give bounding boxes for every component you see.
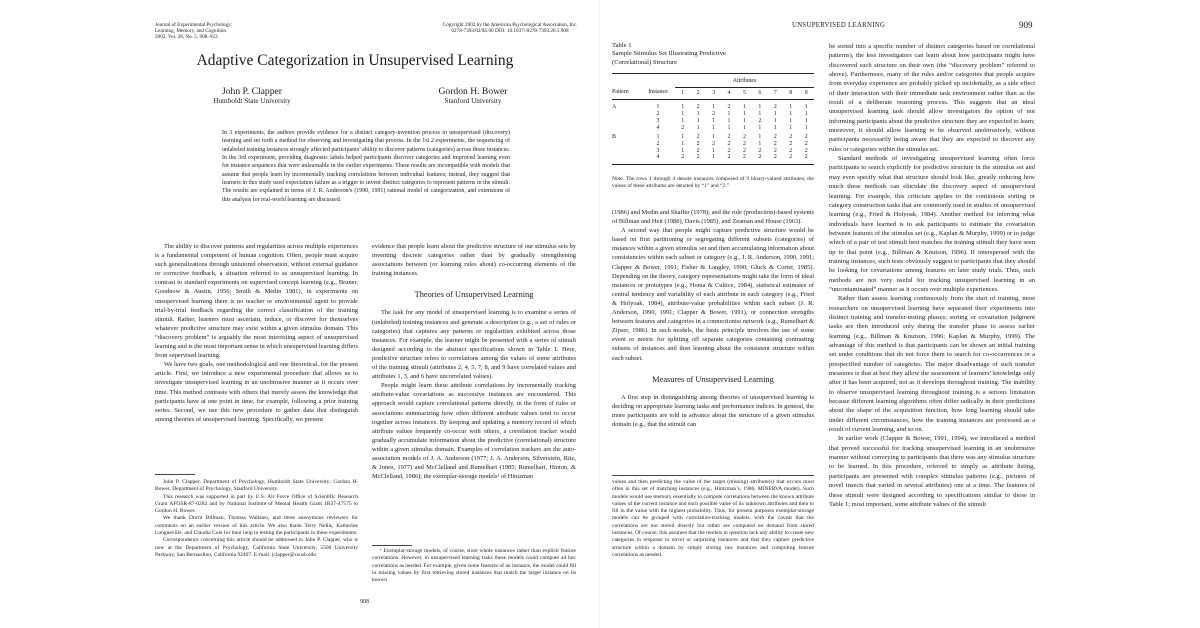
- attribute-number: 7: [768, 87, 783, 100]
- attribute-value-cell: 2: [675, 154, 690, 164]
- instance-cell: 2: [656, 140, 660, 147]
- body-paragraph: be sorted into a specific number of distinct categories based on correlational patterns), the less investigators can learn about how participants might have discovered such structure on their own (the “discovery problem” referred to above). Furthermore, many of the rules and/or categories that people acquire from everyday experience are probably picked up incidentally, as a side effect of their interaction with their immediate task environment rather than as the result of a deliberate reasoning process. This suggests that an ideal unsupervised learning task should allow investigators the option of not informing participants about the predictive structure they are expected to learn; moreover, it should allow learning to be observed unobtrusively, without participants necessarily being aware that they are expected to discover any rules or categories within the stimulus set.: [829, 43, 1035, 153]
- stimulus-table: [612, 73, 814, 165]
- body-paragraph: A second way that people might capture predictive structure would be based on first partitioning or segregating different subsets (categories) of instances within a given stimulus set and then accumulating information about consistencies within each subset or category (e.g., J. R. Anderson, 1990, 1991; Clapper & Bower, 1991; Fisher & Langley, 1990; Gluck & Corter, 1985). Depending on the theory, category representations might take the form of ideal instances or prototypes (e.g., Homa & Cultice, 1984), statistical estimates of central tendency and variability of each attribute in each category (e.g., Fried & Holyoak, 1984), attribute-value probabilities within each subset (J. R. Anderson, 1990, 1991; Clapper & Bower, 1991), or connection strengths between features and categories in a connectionist network (e.g., Rumelhart & Zipser, 1986). In such models, the basic principle involves the use of some event or metric for splitting off separate categories containing contrasting subsets of instances and then learning about the consistent structure within each subset.: [612, 227, 814, 362]
- attributes-header: Attributes: [675, 74, 814, 88]
- attribute-value-cell: 2: [690, 154, 705, 164]
- attribute-value-cell: 2: [804, 134, 808, 141]
- copyright-notice: [430, 22, 590, 34]
- attribute-value-cell: 2: [727, 140, 731, 147]
- author-note-paragraph: This research was supported in part by U.S. Air Force Office of Scientific Research Grant AFOSR-87-0282 and by National Institute of Mental Health Grant 1R37-47575 to Gordon H. Bower.: [155, 493, 358, 515]
- doi-line: 0278-7393/02/$5.00 DOI: 10.1037//0278-7393.28.5.908: [451, 28, 569, 35]
- attribute-value-cell: 2: [752, 154, 767, 164]
- attribute-value-cell: 2: [804, 140, 808, 147]
- author-note-paragraph: Correspondence concerning this article should be addressed to John P. Clapper, who is now at the Department of Psychology, California State University, 5500 University Parkway, San Bernardino, California 92407. E-mail: jclapper@csusb.edu: [155, 537, 358, 558]
- footnote: [372, 548, 576, 584]
- attribute-value-cell: 1: [804, 104, 808, 111]
- table-row: [612, 148, 814, 155]
- page-number: 908: [360, 599, 369, 605]
- instance-cell: 3: [656, 117, 660, 124]
- attribute-value-cell: 1: [758, 124, 762, 131]
- footnote-rule: [612, 475, 814, 476]
- attribute-value-cell: 2: [758, 117, 762, 124]
- section-heading: Measures of Unsupervised Learning: [652, 374, 774, 384]
- table-title-line: Sample Stimulus Set Illustrating Predictive: [612, 50, 726, 58]
- attribute-value-cell: 1: [696, 111, 700, 118]
- attribute-value-cell: 2: [696, 104, 700, 111]
- body-paragraph: (1986) and Medin and Shaffer (1978); and the rule (production)-based systems of Billman and Heit (1988), Davis (1985), and Zeaman and House (1963).: [612, 209, 814, 226]
- table-title-line: (Correlational) Structure: [612, 58, 677, 66]
- pattern-cell: [612, 118, 641, 125]
- footnote-text: ¹ Exemplar-storage models, of course, store whole instances rather than explicit feature correlations. However, in unsupervised learning tasks these models could compute ad hoc correlations as needed. For example, given some features of an instance, the model could fill in missing values by first retrieving stored instances that match the target instance on its known: [372, 548, 576, 584]
- pattern-cell: [612, 148, 641, 155]
- attribute-value-cell: 1: [727, 111, 731, 118]
- table-row: [612, 154, 814, 164]
- pattern-cell: [612, 125, 641, 132]
- body-paragraph: Standard methods of investigating unsupervised learning often force participants to search explicitly for predictive structure in the stimulus set and may even specify what that structure should look like, greatly reducing how much these methods can elucidate the discovery aspect of unsupervised learning. For example, this criticism applies to the continuous sorting or category construction tasks that are commonly used in studies of unsupervised learning (e.g., Fried & Holyoak, 1984). Another method for inferring what individuals have learned is to ask participants to estimate the covariation between features of the stimulus set (e.g., Kaplan & Murphy, 1999) or to judge which of a pair of test stimuli best matches the training stimuli they have seen up to that point (e.g., Billman & Knutson, 1996). If interspersed with the training instances, such tests obviously suggest to participants that they should be looking for covariations among features on later study trials. Thus, such methods are not very useful for tracking unsupervised learning in an “uncontaminated” manner as it occurs over multiple experiences.: [829, 155, 1035, 293]
- stimulus-table-body: [612, 74, 814, 165]
- attribute-value-cell: 2: [742, 134, 746, 141]
- attribute-value-cell: 2: [768, 154, 783, 164]
- journal-citation-line: Learning, Memory, and Cognition: [155, 28, 226, 35]
- attribute-value-cell: 1: [789, 124, 793, 131]
- attribute-value-cell: 1: [696, 124, 700, 131]
- attribute-value-cell: 1: [773, 124, 777, 131]
- attribute-value-cell: 1: [789, 111, 793, 118]
- attribute-value-cell: 2: [696, 134, 700, 141]
- body-paragraph: The ability to discover patterns and regularities across multiple experiences is a fundamental component of human cognition. Often, people must acquire such generalizations through untutored observation, without external guidance or corrective feedback, a situation referred to as unsupervised learning. In contrast to standard experiments on supervised concept learning (e.g., Bruner, Goodnow & Austin, 1956; Smith & Medin 1981), in experiments on unsupervised learning there is no teacher or environmental agent to provide trial-by-trial feedback regarding the correct classification of the training stimuli. Rather, learners must ascertain, induce, or discover for themselves whatever predictive structure may exist within a given stimulus domain. This “discovery problem” is arguably the most interesting aspect of unsupervised learning and is the most important sense in which unsupervised learning differs from supervised learning.: [155, 243, 358, 360]
- body-paragraph: evidence that people learn about the predictive structure of our stimulus sets by inventing discrete categories rather than by gradually strengthening associations between (or learning rules about) co-occurring elements of the training instances.: [372, 243, 576, 278]
- attribute-value-cell: 2: [681, 124, 685, 131]
- body-paragraph: In earlier work (Clapper & Bower, 1991, 1994), we introduced a method that proved successful for tracking unsupervised learning in an unobtrusive manner without conveying to participants that there was any stimulus structure to be learned. In this procedure, referred to simply as attribute listing, participants are presented with complex stimulus patterns (e.g., pictures of novel insects that varied in several attributes) one at a time. The features of these stimuli were designed according to specifications similar to those in Table 1; most important, some attribute values of the stimuli: [829, 435, 1035, 508]
- attribute-value-cell: 2: [804, 147, 808, 154]
- attribute-value-cell: 2: [737, 154, 752, 164]
- attribute-value-cell: 2: [727, 147, 731, 154]
- attribute-value-cell: 1: [758, 134, 762, 141]
- section-heading: Theories of Unsupervised Learning: [414, 290, 534, 300]
- attribute-value-cell: 2: [742, 140, 746, 147]
- footnote-continued: [612, 479, 814, 559]
- pattern-cell: [612, 154, 641, 164]
- pattern-cell: A: [612, 104, 617, 111]
- attribute-value-cell: 1: [758, 140, 762, 147]
- attribute-value-cell: 1: [696, 117, 700, 124]
- author-note-paragraph: John P. Clapper, Department of Psychology, Humboldt State University; Gordon H. Bower, Department of Psychology, Stanford University.: [155, 479, 358, 493]
- footnote-text: values and then predicting the value of the target (missing) attribute(s) that occurs most often in this set of matching instances (e.g., Hintzman’s, 1986, MINERVA model). Such models would use memory essentially to compute correlations between the known attribute values of the current instance and each possible value of its unknown attributes and then to fill in the value with the highest probability. Thus, for present purposes exemplar-storage models can be grouped with correlation-tracking models, with the caveat that the correlations are not stored directly but rather are computed on demand from stored instances. Of course, this assumes that the models in question lack any ability to create new categories in response to novel or surprising instances and that they capture predictive structure within a domain by simply storing raw instances and computing feature correlations as needed.: [612, 479, 814, 558]
- attribute-number: 8: [783, 87, 798, 100]
- body-paragraph: We have two goals, one methodological and one theoretical, for the present article. First, we introduce a new experimental procedure that allows us to investigate unsupervised learning in an unobtrusive manner as it occurs over time. This method contrasts with others that merely assess the knowledge that participants have at one point in time, for example, following a prior training series. Second, we use this new procedure to gather data that distinguish among theories of unsupervised learning. Specifically, we present: [155, 361, 358, 423]
- attribute-value-cell: 1: [773, 117, 777, 124]
- attribute-value-cell: 1: [742, 104, 746, 111]
- attribute-value-cell: 2: [789, 147, 793, 154]
- attribute-value-cell: 2: [799, 154, 815, 164]
- footnote-rule: [155, 474, 195, 475]
- instance-header: Instance: [641, 87, 675, 100]
- attribute-number: 5: [737, 87, 752, 100]
- table-header-row: [612, 74, 814, 88]
- attribute-value-cell: 1: [727, 117, 731, 124]
- pattern-cell: B: [612, 134, 616, 141]
- attribute-value-cell: 2: [712, 111, 716, 118]
- attribute-value-cell: 1: [742, 117, 746, 124]
- attribute-value-cell: 1: [712, 117, 716, 124]
- article-title: Adaptive Categorization in Unsupervised Learning: [196, 52, 514, 69]
- attribute-value-cell: 1: [804, 117, 808, 124]
- instance-cell: 4: [656, 124, 660, 131]
- attribute-value-cell: 2: [727, 134, 731, 141]
- pattern-cell: [612, 141, 641, 148]
- instance-cell: 2: [656, 111, 660, 118]
- table-row: [612, 125, 814, 132]
- attribute-value-cell: 1: [712, 134, 716, 141]
- attribute-value-cell: 1: [681, 117, 685, 124]
- body-paragraph: A first step in distinguishing among theories of unsupervised learning is deciding on appropriate learning tasks and performance indices. In general, the more participants are told in advance about the structure of a given stimulus domain (e.g., that the stimuli can: [612, 393, 814, 428]
- attribute-value-cell: 2: [773, 104, 777, 111]
- attribute-value-cell: 1: [758, 111, 762, 118]
- table-header-row: [612, 87, 814, 100]
- table-row: [612, 100, 814, 111]
- instance-cell: 1: [656, 134, 660, 141]
- instance-cell: 3: [656, 147, 660, 154]
- pattern-cell: [612, 111, 641, 118]
- author-name: John P. Clapper: [222, 86, 282, 97]
- attribute-value-cell: 1: [712, 147, 716, 154]
- body-paragraph: Rather than assess learning continuously from the start of training, most researchers on unsupervised learning have separated their experiments into distinct training and transfer-testing phases; sorting or covariation judgment tasks are then introduced only during the transfer phase to assess earlier learning (e.g., Billman & Knutson, 1996; Kaplan & Murphy, 1999). The advantage of this method is that participants can be shown an initial training set under conditions that do not force them to search for co-occurrences or a prespecified number of categories. The major disadvantage of such transfer measures is that at best they allow the assessment of learners’ knowledge only after it has been acquired, not as it develops throughout training. The inability to observe unsupervised learning throughout training is a serious limitation because different learning algorithms often differ radically in their predictions about the shape of the acquisition function, how long learning should take under different circumstances, how the training instances are processed as a result of current learning, and so on.: [829, 295, 1035, 434]
- table-note: Note. The rows 1 through 4 denote instances composed of 9 binary-valued attributes; the values of these attributes are denoted by “1” and “2.”: [612, 176, 814, 190]
- attribute-value-cell: 2: [789, 140, 793, 147]
- table-row: [612, 141, 814, 148]
- attribute-value-cell: 1: [681, 111, 685, 118]
- attribute-value-cell: 2: [696, 147, 700, 154]
- author-affiliation: Stanford University: [444, 97, 502, 105]
- author-block: [373, 86, 573, 106]
- journal-citation: [155, 22, 305, 41]
- attribute-value-cell: 1: [712, 104, 716, 111]
- journal-citation-line: 2002, Vol. 28, No. 5, 908–923: [155, 34, 218, 41]
- attribute-value-cell: 1: [758, 104, 762, 111]
- author-note: [155, 479, 358, 559]
- table-row: [612, 111, 814, 118]
- attribute-value-cell: 2: [712, 140, 716, 147]
- attribute-value-cell: 2: [696, 140, 700, 147]
- attribute-number: 4: [721, 87, 736, 100]
- body-column-4: [829, 42, 1035, 509]
- attribute-value-cell: 2: [721, 154, 736, 164]
- instance-cell: 1: [656, 104, 660, 111]
- right-page: [600, 0, 1200, 628]
- body-paragraph: People might learn these attribute correlations by incrementally tracking attribute-value covariations as successive instances are encountered. This approach would capture correlational patterns directly, in the form of rules or associations summarizing how often different attribute values tend to occur together across instances. By keeping and updating a memory record of which attribute values frequently co-occur with others, a correlation tracker would gradually accumulate information about the predictive (correlational) structure within a given stimulus domain. Examples of correlation trackers are the auto-association models of J. A. Anderson (1977; J. A. Anderson, Silverstein, Ritz, & Jones, 1977) and McClelland and Rumelhart (1985; Rumelhart, Hinton, & McClelland, 1986); the exemplar-storage models¹ of Hintzman: [372, 382, 576, 481]
- table-label: Table 1: [612, 42, 632, 49]
- attribute-value-cell: 1: [727, 124, 731, 131]
- attribute-value-cell: 2: [773, 147, 777, 154]
- attribute-value-cell: 1: [789, 117, 793, 124]
- author-affiliation: Humboldt State University: [213, 97, 291, 105]
- attribute-value-cell: 1: [681, 140, 685, 147]
- journal-citation-line: Journal of Experimental Psychology:: [155, 22, 233, 28]
- attribute-number: 3: [706, 87, 721, 100]
- attribute-value-cell: 1: [773, 111, 777, 118]
- attribute-value-cell: 2: [742, 147, 746, 154]
- attribute-number: 1: [675, 87, 690, 100]
- attribute-value-cell: 2: [727, 104, 731, 111]
- attribute-value-cell: 2: [773, 134, 777, 141]
- attribute-value-cell: 1: [742, 124, 746, 131]
- body-column-2: [372, 242, 576, 481]
- attribute-value-cell: 1: [789, 104, 793, 111]
- body-column-3: [612, 208, 814, 429]
- copyright-line: Copyright 2002 by the American Psychological Association, Inc.: [442, 22, 578, 28]
- attribute-value-cell: 1: [742, 111, 746, 118]
- attribute-value-cell: 2: [773, 140, 777, 147]
- pattern-header: Pattern: [612, 87, 641, 100]
- attribute-value-cell: 2: [789, 134, 793, 141]
- attribute-value-cell: 1: [681, 104, 685, 111]
- table-row: [612, 118, 814, 125]
- attribute-number: 2: [690, 87, 705, 100]
- running-head: UNSUPERVISED LEARNING: [792, 22, 886, 29]
- attribute-value-cell: 1: [712, 124, 716, 131]
- attribute-value-cell: 1: [706, 154, 721, 164]
- author-name: Gordon H. Bower: [438, 86, 508, 97]
- attribute-value-cell: 1: [804, 124, 808, 131]
- author-note-paragraph: We thank Dorrit Billman, Thomas Wallsten, and three anonymous reviewers for comments on an earlier version of this article. We also thank Terry Nellis, Katherine Longueville, and Claudia Cole for their help in testing the participants in these experiments.: [155, 515, 358, 537]
- attribute-value-cell: 2: [758, 147, 762, 154]
- attribute-value-cell: 1: [804, 111, 808, 118]
- instance-cell: 4: [641, 154, 675, 164]
- attribute-value-cell: 1: [681, 134, 685, 141]
- attribute-number: 9: [799, 87, 815, 100]
- table-row: [612, 131, 814, 141]
- attribute-value-cell: 2: [783, 154, 798, 164]
- abstract: In 3 experiments, the authors provide evidence for a distinct category-invention process in unsupervised (discovery) learning and set forth a method for observing and investigating that process. In the 1st 2 experiments, the sequencing of unlabeled training instances strongly affected participants’ ability to discover patterns (categories) across those instances. In the 3rd experiment, providing diagnostic labels helped participants discover categories and improved learning even for instance sequences that were unlearnable in the earlier experiments. These results are incompatible with models that assume that people learn by incrementally tracking correlations between individual features; instead, they suggest that learners in this study used expectation failure as a trigger to invent distinct categories to represent patterns in the stimuli. The results are explained in terms of J. R. Anderson’s (1990, 1991) rational model of categorization, and extensions of this analysis for real-world learning are discussed.: [222, 130, 510, 203]
- table-caption: [612, 42, 817, 67]
- body-column-1: [155, 242, 358, 424]
- body-paragraph: The task for any model of unsupervised learning is to examine a series of (unlabeled) training instances and generate a description (e.g., a set of rules or categories) that captures any patterns or regularities exhibited across those instances. For example, the learner might be presented with a series of stimuli designed according to the abstract specifications shown in Table 1. Here, predictive structure refers to correlations among the values of some attributes of the training stimuli (attributes 2, 4, 5, 7, 8, and 9 have correlated values and attributes 1, 3, and 6 have uncorrelated values).: [372, 309, 576, 381]
- footnote-rule: [372, 545, 412, 546]
- author-block: [152, 86, 352, 106]
- attribute-value-cell: 1: [681, 147, 685, 154]
- page-number: 909: [1019, 20, 1033, 30]
- attribute-number: 6: [752, 87, 767, 100]
